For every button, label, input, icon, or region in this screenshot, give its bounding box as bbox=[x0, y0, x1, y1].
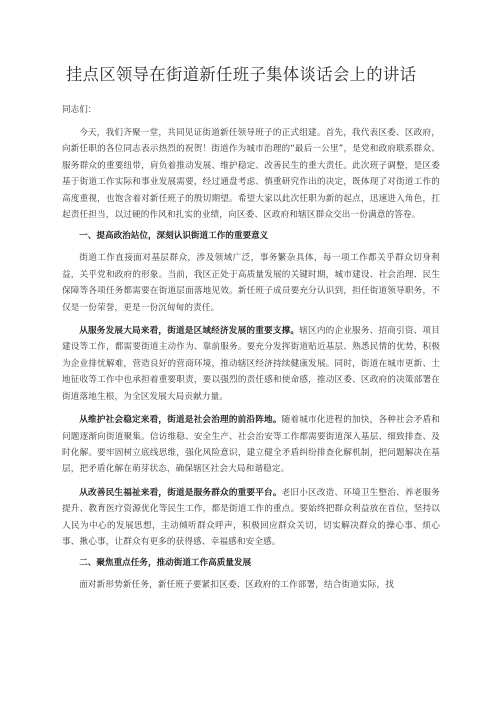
paragraph-body: 随着城市化进程的加快，各种社会矛盾和问题逐渐向街道聚集。信访维稳、安全生产、社会治安等工作都需要街道深入基层、细致排查、及时化解。要牢固树立底线思维，强化风险意识，建立健全矛盾纠纷排查化解机制，把问题解决在基层，把矛盾化解在萌芽状态，确保辖区社会大局和谐稳定。 bbox=[62, 415, 440, 475]
paragraph-lead-sentence: 从维护社会稳定来看，街道是社会治理的前沿阵地。 bbox=[79, 415, 282, 426]
greeting: 同志们： bbox=[62, 105, 97, 115]
paragraph-lead-sentence: 从改善民生福祉来看，街道是服务群众的重要平台。 bbox=[79, 487, 282, 498]
section-1-paragraph-4 bbox=[62, 485, 440, 551]
section-1-paragraph-1: 街道工作直接面对基层群众，涉及领域广泛，事务繁杂具体，每一项工作都关乎群众切身利益，关乎党和政府的形象。当前，我区正处于高质量发展的关键时期，城市建设、社会治理、民生保障等各项任务都需要在街道层面落地见效。新任班子成员要充分认识到，担任街道领导职务，不仅是一份荣誉，更是一份沉甸甸的责任。 bbox=[62, 253, 440, 313]
paragraph-lead-sentence: 从服务发展大局来看，街道是区域经济发展的重要支撑。 bbox=[79, 326, 300, 337]
intro-paragraph: 今天，我们齐聚一堂，共同见证街道新任领导班子的正式组建。首先，我代表区委、区政府，向新任职的各位同志表示热烈的祝贺！街道作为城市治理的“最后一公里”，是党和政府联系群众、服务群众的重要纽带，肩负着推动发展、维护稳定、改善民生的重大责任。此次班子调整，是区委基于街道工作实际和事业发展需要，经过通盘考虑、慎重研究作出的决定，既体现了对街道工作的高度重视，也饱含着对新任班子的殷切期望。希望大家以此次任职为新的起点，迅速进入角色，扛起责任担当，以过硬的作风和扎实的业绩，向区委、区政府和辖区群众交出一份满意的答卷。 bbox=[62, 128, 440, 221]
paragraph-body: 辖区内的企业服务、招商引资、项目建设等工作，都需要街道主动作为、靠前服务。要充分发挥街道贴近基层、熟悉民情的优势，积极为企业排忧解难，营造良好的营商环境，推动辖区经济持续健康发展。同时，街道在城市更新、土地征收等工作中也承担着重要职责，要以强烈的责任感和使命感，推动区委、区政府的决策部署在街道落地生根，为全区发展大局贡献力量。 bbox=[62, 326, 440, 402]
section-2-heading: 二、聚焦重点任务，推动街道工作高质量发展 bbox=[79, 558, 252, 569]
section-1-heading: 一、提高政治站位，深刻认识街道工作的重要意义 bbox=[79, 231, 269, 242]
paragraph-body: 老旧小区改造、环境卫生整治、养老服务提升、教育医疗资源优化等民生工作，都是街道工作的重点。要始终把群众利益放在首位，坚持以人民为中心的发展思想，主动倾听群众呼声，积极回应群众关切，切实解决群众的操心事、烦心事、揪心事，让群众有更多的获得感、幸福感和安全感。 bbox=[62, 487, 440, 547]
document-title: 挂点区领导在街道新任班子集体谈话会上的讲话 bbox=[66, 65, 417, 84]
section-1-paragraph-3 bbox=[62, 412, 440, 478]
section-2-paragraph-1: 面对新形势新任务，新任班子要紧扣区委、区政府的工作部署，结合街道实际，找 bbox=[79, 580, 394, 591]
section-1-paragraph-2 bbox=[62, 323, 440, 405]
document-page bbox=[62, 64, 440, 601]
